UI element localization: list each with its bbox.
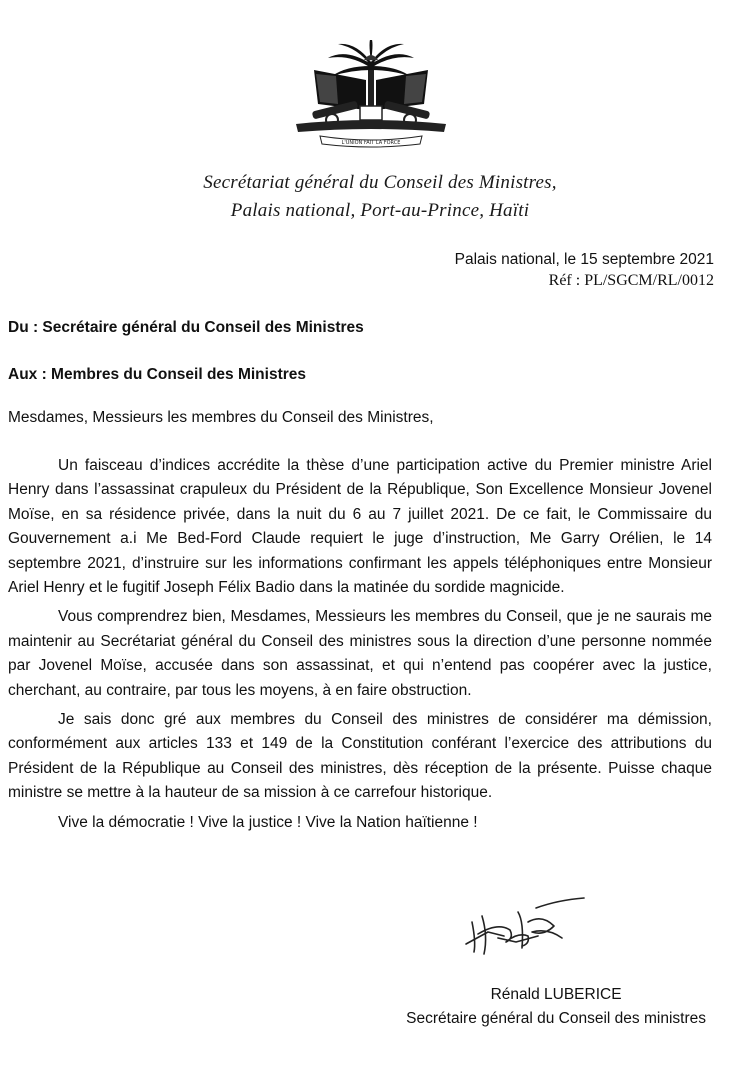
paragraph-2: Vous comprendrez bien, Mesdames, Messieurs les membres du Conseil, que je ne saurais me maintenir au Secrétariat général du Conseil des ministres sous la direction d’une personne nommée par Jovenel Moïse, accusée dans son assassinat, et qui n’entend pas coopérer avec la justice, cherchant, au contraire, par tous les moyens, à en faire obstruction.: [8, 608, 712, 699]
salutation: Mesdames, Messieurs les membres du Conseil des Ministres,: [8, 409, 434, 426]
letter-body: [8, 454, 712, 840]
signer-name: Rénald LUBERICE: [490, 986, 622, 1003]
paragraph-1: Un faisceau d’indices accrédite la thèse d’une participation active du Premier ministre Ariel Henry dans l’assassinat crapuleux du Président de la République, Son Excellence Monsieur Jovenel Moïse, en sa résidence privée, dans la nuit du 6 au 7 juillet 2021. De ce fait, le Commissaire du Gouvernement a.i Me Bed-Ford Claude requiert le juge d’instruction, Me Garry Orélien, le 14 septembre 2021, d’instruire sur les informations confirmant les appels téléphoniques entre Monsieur Ariel Henry et le fugitif Joseph Félix Badio dans la matinée du sordide magnicide.: [8, 457, 712, 597]
signer-block: [406, 983, 706, 1031]
signer-title: Secrétaire général du Conseil des ministres: [406, 1010, 706, 1027]
header-line-2: Palais national, Port-au-Prince, Haïti: [230, 200, 530, 221]
header-line-1: Secrétariat général du Conseil des Ministres,: [203, 172, 557, 193]
paragraph-3: Je sais donc gré aux membres du Conseil des ministres de considérer ma démission, conformément aux articles 133 et 149 de la Constitution conférant l’exercice des attributions du Président de la République au Conseil des ministres, dès réception de la présente. Puisse chaque ministre se mettre à la hauteur de sa mission à ce carrefour historique.: [8, 711, 712, 802]
emblem-motto: L'UNION FAIT LA FORCE: [341, 140, 401, 146]
letter-date: Palais national, le 15 septembre 2021: [454, 251, 714, 268]
reference-number: Réf : PL/SGCM/RL/0012: [548, 272, 714, 289]
paragraph-4: Vive la démocratie ! Vive la justice ! Vive la Nation haïtienne !: [58, 813, 478, 831]
date-block: [455, 249, 714, 291]
handwritten-signature-icon: [458, 892, 588, 962]
haiti-coat-of-arms-icon: [276, 40, 466, 152]
sender-line: Du : Secrétaire général du Conseil des Ministres: [8, 319, 364, 336]
recipient-line: Aux : Membres du Conseil des Ministres: [8, 366, 307, 383]
